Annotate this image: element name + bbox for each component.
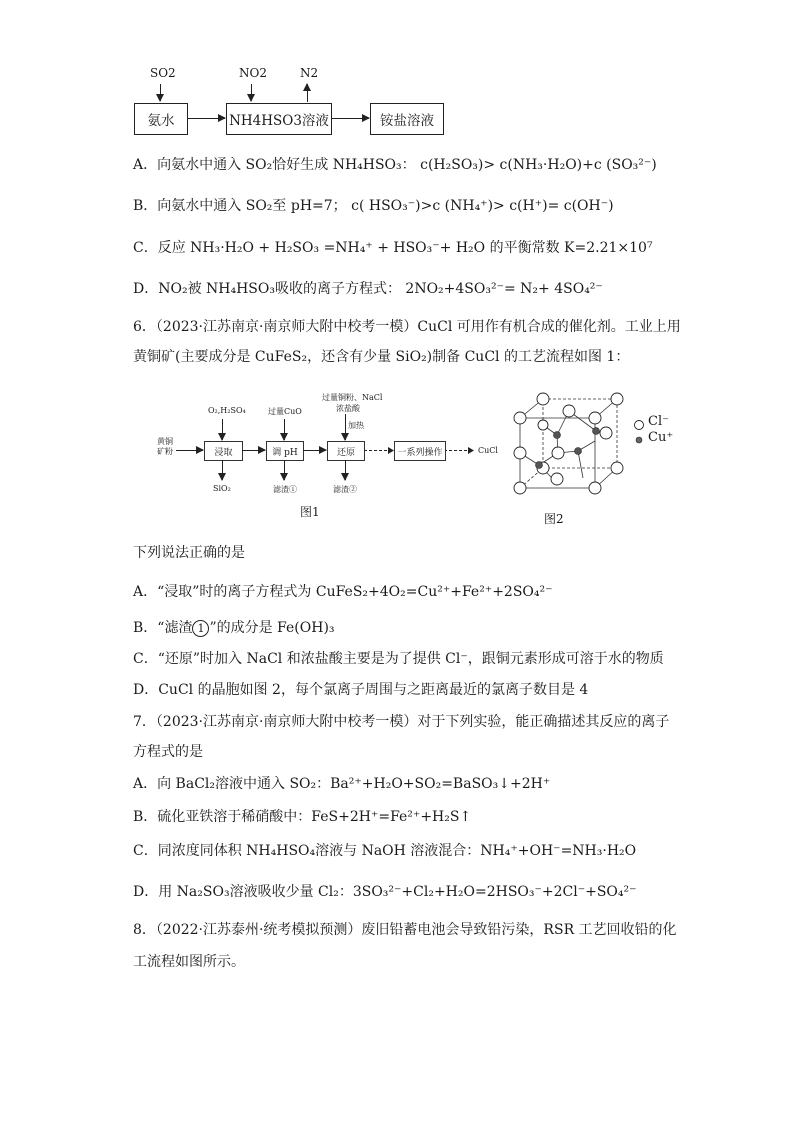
q7-stem-line1: 7．（2023·江苏南京·南京师大附中校考一模）对于下列实验，能正确描述其反应的离子	[133, 714, 670, 730]
n2-output-label: N2	[300, 66, 319, 80]
q7-option-d: D．用 Na₂SO₃溶液吸收少量 Cl₂：3SO₃²⁻+Cl₂+H₂O=2HSO₃⁻+2Cl⁻+SO₄²⁻	[133, 884, 637, 900]
q6-option-a: A．“浸取”时的离子方程式为 CuFeS₂+4O₂=Cu²⁺+Fe²⁺+2SO₄²⁻	[133, 584, 553, 600]
q8-stem-line1: 8．（2022·江苏泰州·统考模拟预测）废旧铅蓄电池会导致铅污染，RSR 工艺回收铅的化	[133, 922, 677, 938]
so2-arrow	[160, 84, 161, 101]
no2-input-label: NO2	[239, 66, 267, 80]
reduce-reagents-arrow	[345, 414, 346, 440]
q5-option-d: D．NO₂被 NH₄HSO₃吸收的离子方程式： 2NO₂+4SO₃²⁻= N₂+ 4SO₄²⁻	[133, 281, 603, 297]
q5-option-c: C．反应 NH₃·H₂O + H₂SO₃ =NH₄⁺ + HSO₃⁻+ H₂O 的平衡常数 K=2.21×10⁷	[133, 240, 653, 256]
leach-out-arrow	[222, 460, 223, 480]
series-operations-box: 一系列操作	[394, 441, 446, 461]
q6-option-b-pre: B．“滤渣	[133, 620, 193, 636]
figure1-caption: 图1	[300, 505, 320, 519]
q6-stem-line1: 6．（2023·江苏南京·南京师大附中校考一模）CuCl 可用作有机合成的催化剂。工业上用	[133, 319, 681, 335]
q7-option-b: B．硫化亚铁溶于稀硝酸中：FeS+2H⁺=Fe²⁺+H₂S↑	[133, 809, 472, 825]
ph-reagent-arrow	[284, 419, 285, 440]
leach-box: 浸取	[204, 441, 243, 461]
q6-question: 下列说法正确的是	[133, 545, 245, 561]
legend-markers	[633, 418, 645, 448]
q7-option-a: A．向 BaCl₂溶液中通入 SO₂：Ba²⁺+H₂O+SO₂=BaSO₃↓+2H⁺	[133, 776, 551, 792]
residue1-label: 滤渣①	[273, 485, 297, 494]
residue2-label: 滤渣②	[333, 485, 357, 494]
sio2-label: SiO₂	[213, 484, 231, 493]
feed-arrow	[176, 450, 203, 451]
q6-stem-line2: 黄铜矿(主要成分是 CuFeS₂，还含有少量 SiO₂)制备 CuCl 的工艺流程如图 1：	[133, 349, 630, 365]
reduce-box: 还原	[327, 441, 365, 461]
flow-arrow-2	[331, 118, 369, 119]
nh4hso3-box: NH4HSO3溶液	[226, 103, 332, 135]
flow-arrow-ph-reduce	[303, 450, 326, 451]
q6-option-b-post: ”的成分是 Fe(OH)₃	[209, 620, 335, 636]
no2-arrow	[251, 84, 252, 101]
q5-option-a: A．向氨水中通入 SO₂恰好生成 NH₄HSO₃： c(H₂SO₃)> c(NH₃·H₂O)+c (SO₃²⁻)	[133, 157, 657, 173]
n2-arrow	[307, 84, 308, 102]
reduce-reagents-line1: 过量铜粉、NaCl	[322, 393, 383, 402]
reduce-reagents-line2: 浓盐酸	[336, 404, 360, 413]
residue2-arrow	[345, 460, 346, 480]
q6-option-d: D．CuCl 的晶胞如图 2，每个氯离子周围与之距离最近的氯离子数目是 4	[133, 682, 589, 698]
leach-reagents-arrow	[222, 419, 223, 440]
so2-input-label: SO2	[150, 66, 176, 80]
figure2-caption: 图2	[544, 512, 564, 526]
flow-arrow-leach-ph	[242, 450, 265, 451]
feed-label: 黄铜矿粉	[157, 437, 173, 456]
q7-stem-line2: 方程式的是	[133, 744, 203, 760]
q7-option-c: C．同浓度同体积 NH₄HSO₄溶液与 NaOH 溶液混合：NH₄⁺+OH⁻=NH₃·H₂O	[133, 843, 637, 859]
ph-reagent-label: 过量CuO	[268, 407, 302, 416]
residue1-arrow	[284, 460, 285, 480]
q8-stem-line2: 工流程如图所示。	[133, 954, 245, 970]
adjust-ph-box: 调 pH	[266, 441, 304, 461]
q6-option-b	[133, 618, 335, 638]
flow-arrow-1	[187, 118, 225, 119]
legend-cl-label: Cl⁻	[648, 414, 669, 429]
ammonium-salt-box: 铵盐溶液	[370, 103, 444, 135]
leach-reagents-label: O₂,H₂SO₄	[208, 406, 246, 415]
product-label: CuCl	[478, 446, 498, 455]
q5-option-b: B．向氨水中通入 SO₂至 pH=7； c( HSO₃⁻)>c (NH₄⁺)> c(H⁺)= c(OH⁻)	[133, 198, 614, 214]
unit-cell-drawing	[505, 385, 630, 500]
heat-label: 加热	[348, 421, 364, 430]
q6-option-c: C．“还原”时加入 NaCl 和浓盐酸主要是为了提供 Cl⁻，跟铜元素形成可溶于水的物质	[133, 651, 664, 667]
legend-cu-label: Cu⁺	[648, 430, 674, 445]
ammonia-box: 氨水	[134, 103, 188, 135]
circled-number-icon: 1	[192, 620, 209, 637]
